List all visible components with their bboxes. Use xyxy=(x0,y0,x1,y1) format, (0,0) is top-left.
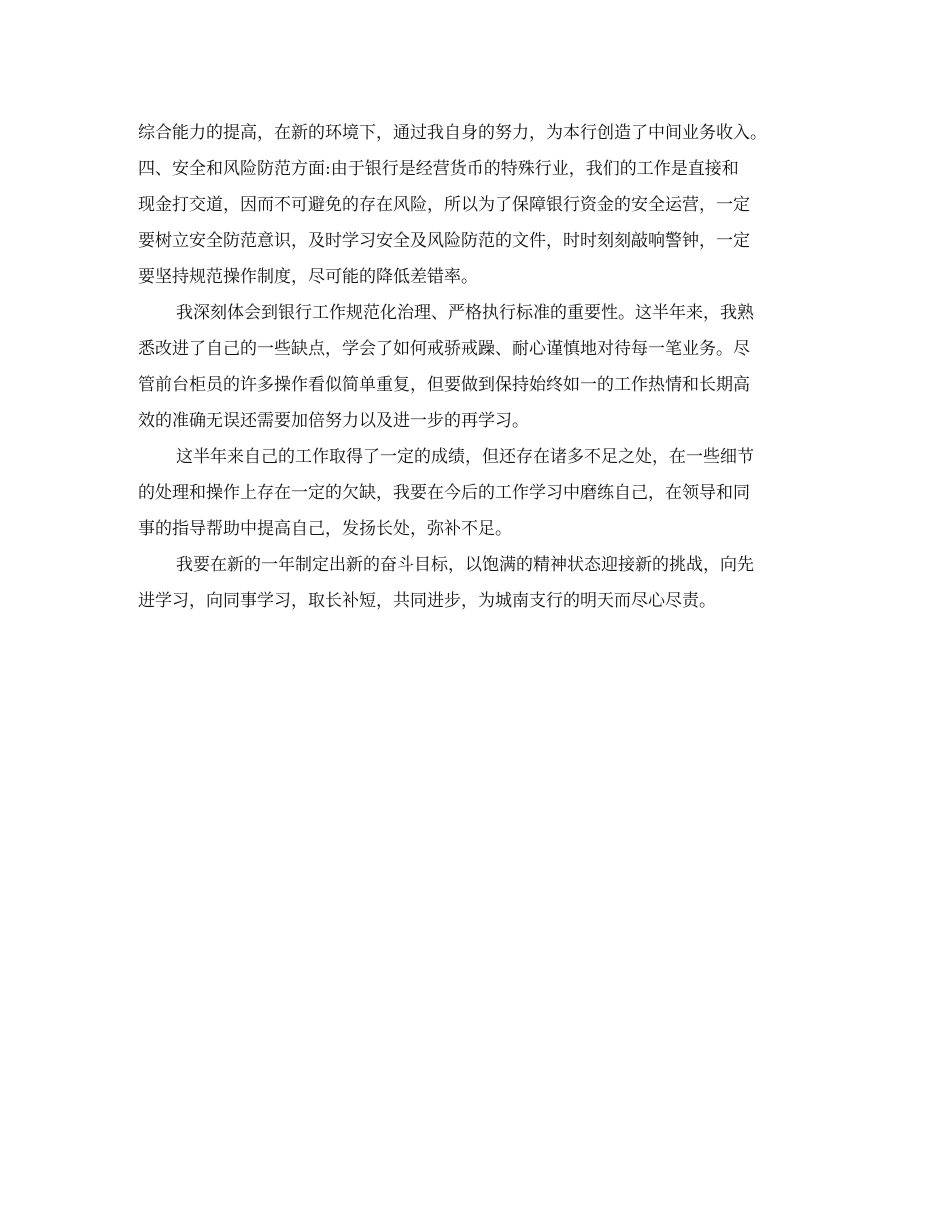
text-line: 我要在新的一年制定出新的奋斗目标，以饱满的精神状态迎接新的挑战，向先 xyxy=(176,555,754,575)
text-line: 效的准确无误还需要加倍努力以及进一步的再学习。 xyxy=(138,411,529,431)
paragraph-continuation xyxy=(138,115,824,151)
paragraph-reflection xyxy=(138,295,824,439)
paragraph-safety-risk xyxy=(138,151,824,295)
text-line: 要坚持规范操作制度，尽可能的降低差错率。 xyxy=(138,267,478,287)
document-body xyxy=(138,115,824,619)
text-line: 要树立安全防范意识，及时学习安全及风险防范的文件，时时刻刻敲响警钟，一定 xyxy=(138,231,750,251)
text-line: 我深刻体会到银行工作规范化治理、严格执行标准的重要性。这半年来，我熟 xyxy=(176,303,754,323)
text-line: 进学习，向同事学习，取长补短，共同进步，为城南支行的明天而尽心尽责。 xyxy=(138,591,716,611)
text-line: 这半年来自己的工作取得了一定的成绩，但还存在诸多不足之处，在一些细节 xyxy=(176,447,754,467)
text-line: 四、安全和风险防范方面:由于银行是经营货币的特殊行业，我们的工作是直接和 xyxy=(138,159,739,179)
text-line: 管前台柜员的许多操作看似简单重复，但要做到保持始终如一的工作热情和长期高 xyxy=(138,375,750,395)
text-line: 现金打交道，因而不可避免的存在风险，所以为了保障银行资金的安全运营，一定 xyxy=(138,195,750,215)
paragraph-goals xyxy=(138,547,824,619)
paragraph-shortcomings xyxy=(138,439,824,547)
text-line: 悉改进了自己的一些缺点，学会了如何戒骄戒躁、耐心谨慎地对待每一笔业务。尽 xyxy=(138,339,750,359)
text-line: 事的指导帮助中提高自己，发扬长处，弥补不足。 xyxy=(138,519,512,539)
text-line: 的处理和操作上存在一定的欠缺，我要在今后的工作学习中磨练自己，在领导和同 xyxy=(138,483,750,503)
text-line: 综合能力的提高，在新的环境下，通过我自身的努力，为本行创造了中间业务收入。 xyxy=(138,123,767,143)
